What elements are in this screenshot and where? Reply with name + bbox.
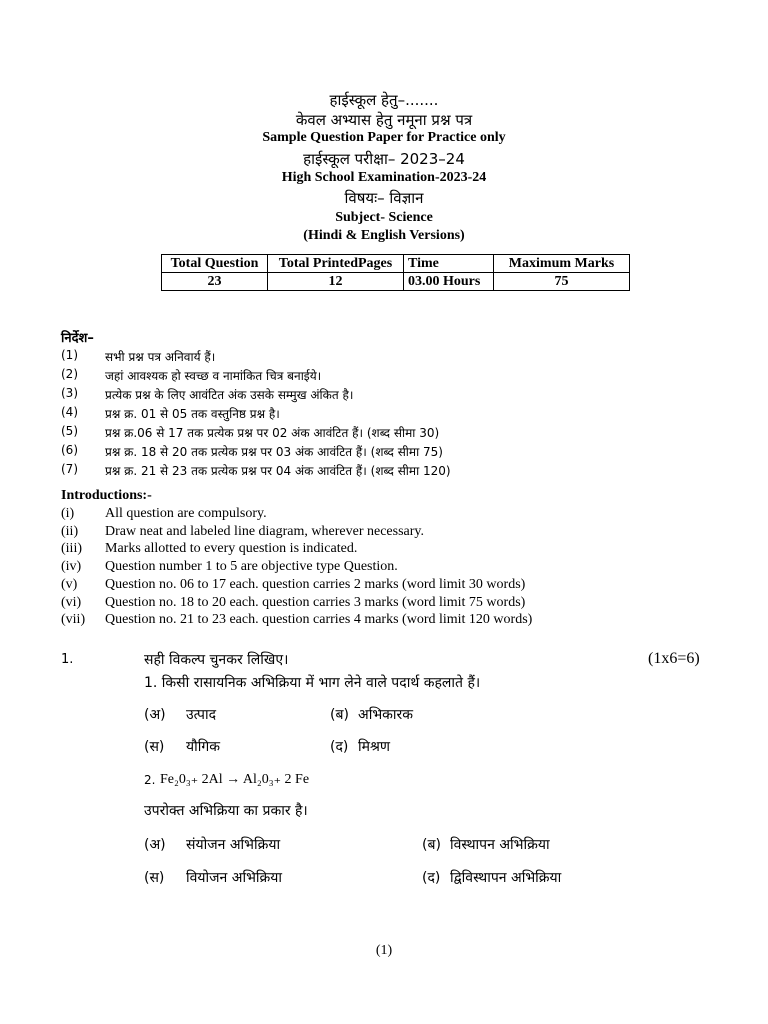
question-number: 1. xyxy=(61,652,74,667)
list-item-number: (3) xyxy=(61,386,78,400)
option-label: (अ) xyxy=(144,837,166,853)
header-line-hindi-exam: हाईस्कूल परीक्षा– 2023–24 xyxy=(303,150,465,168)
option-label: (द) xyxy=(330,739,349,755)
list-item-text: जहां आवश्यक हो स्वच्छ व नामांकित चित्र बनाईये। xyxy=(105,369,322,383)
list-item-number: (iv) xyxy=(61,559,82,574)
option-text: यौगिक xyxy=(186,739,221,755)
list-item-number: (i) xyxy=(61,506,75,521)
header-line-versions: (Hindi & English Versions) xyxy=(303,228,465,243)
list-item-text: Draw neat and labeled line diagram, wherever necessary. xyxy=(105,524,424,539)
option-text: अभिकारक xyxy=(358,707,414,723)
option-label: (अ) xyxy=(144,707,166,723)
value-total-pages: 12 xyxy=(268,273,404,291)
list-item-number: (2) xyxy=(61,367,78,381)
list-item-number: (5) xyxy=(61,424,78,438)
value-time: 03.00 Hours xyxy=(404,273,494,291)
list-item-text: Question number 1 to 5 are objective type Question. xyxy=(105,559,398,574)
list-item-text: Marks allotted to every question is indicated. xyxy=(105,541,358,556)
option-text: द्विविस्थापन अभिक्रिया xyxy=(450,870,562,886)
list-item-number: (7) xyxy=(61,462,78,476)
option-text: विस्थापन अभिक्रिया xyxy=(450,837,550,853)
list-item-number: (iii) xyxy=(61,541,82,556)
header-total-pages: Total PrintedPages xyxy=(268,255,404,273)
header-maximum-marks: Maximum Marks xyxy=(494,255,630,273)
question-instruction: सही विकल्प चुनकर लिखिए। xyxy=(144,652,289,668)
header-line-school: हाईस्कूल हेतु–....... xyxy=(329,91,439,109)
sub-question-1-text: 1. किसी रासायनिक अभिक्रिया में भाग लेने वाले पदार्थ कहलाते हैं। xyxy=(144,675,481,691)
question-marks: (1x6=6) xyxy=(648,650,700,667)
table-header-row xyxy=(162,255,630,273)
header-time: Time xyxy=(404,255,494,273)
list-item-text: Question no. 18 to 20 each. question carries 3 marks (word limit 75 words) xyxy=(105,595,526,610)
hindi-instructions-title: निर्देश– xyxy=(61,331,94,346)
option-label: (ब) xyxy=(422,837,441,853)
list-item-text: प्रत्येक प्रश्न के लिए आवंटित अंक उसके सम्मुख अंकित है। xyxy=(105,388,354,402)
sub-question-2-number: 2. xyxy=(144,773,156,787)
list-item-text: Question no. 21 to 23 each. question carries 4 marks (word limit 120 words) xyxy=(105,612,533,627)
list-item-text: सभी प्रश्न पत्र अनिवार्य हैं। xyxy=(105,350,216,364)
chemical-equation: Fe₂0₃₊ 2Al → Al₂0₃₊ 2 Fe xyxy=(160,772,310,787)
option-text: वियोजन अभिक्रिया xyxy=(186,870,283,886)
option-label: (स) xyxy=(144,739,165,755)
list-item-number: (ii) xyxy=(61,524,79,539)
option-label: (स) xyxy=(144,870,165,886)
list-item-text: Question no. 06 to 17 each. question carries 2 marks (word limit 30 words) xyxy=(105,577,526,592)
list-item-text: प्रश्न क्र. 21 से 23 तक प्रत्येक प्रश्न पर 04 अंक आवंटित हैं। (शब्द सीमा 120) xyxy=(105,464,451,478)
list-item-number: (vii) xyxy=(61,612,86,627)
option-label: (ब) xyxy=(330,707,349,723)
header-line-english-subject: Subject- Science xyxy=(335,210,433,225)
value-total-question: 23 xyxy=(162,273,268,291)
header-line-hindi-title: केवल अभ्यास हेतु नमूना प्रश्न पत्र xyxy=(295,111,473,129)
table-row xyxy=(162,273,630,291)
list-item-text: प्रश्न क्र. 18 से 20 तक प्रत्येक प्रश्न पर 03 अंक आवंटित हैं। (शब्द सीमा 75) xyxy=(105,445,443,459)
list-item-number: (vi) xyxy=(61,595,82,610)
option-label: (द) xyxy=(422,870,441,886)
header-total-question: Total Question xyxy=(162,255,268,273)
list-item-number: (v) xyxy=(61,577,78,592)
english-instructions-title: Introductions:- xyxy=(61,488,152,503)
sub-question-2-text: उपरोक्त अभिक्रिया का प्रकार है। xyxy=(144,803,308,819)
option-text: उत्पाद xyxy=(186,707,217,723)
list-item-text: All question are compulsory. xyxy=(105,506,267,521)
page-number: (1) xyxy=(375,943,393,958)
header-line-hindi-subject: विषयः– विज्ञान xyxy=(344,189,424,207)
exam-info-table xyxy=(161,254,630,291)
list-item-text: प्रश्न क्र.06 से 17 तक प्रत्येक प्रश्न पर 02 अंक आवंटित हैं। (शब्द सीमा 30) xyxy=(105,426,440,440)
option-text: संयोजन अभिक्रिया xyxy=(186,837,281,853)
list-item-text: प्रश्न क्र. 01 से 05 तक वस्तुनिष्ठ प्रश्न है। xyxy=(105,407,280,421)
header-line-english-exam: High School Examination-2023-24 xyxy=(281,170,487,185)
option-text: मिश्रण xyxy=(358,739,391,755)
value-maximum-marks: 75 xyxy=(494,273,630,291)
header-line-english-title: Sample Question Paper for Practice only xyxy=(262,130,506,145)
list-item-number: (4) xyxy=(61,405,78,419)
list-item-number: (1) xyxy=(61,348,78,362)
list-item-number: (6) xyxy=(61,443,78,457)
